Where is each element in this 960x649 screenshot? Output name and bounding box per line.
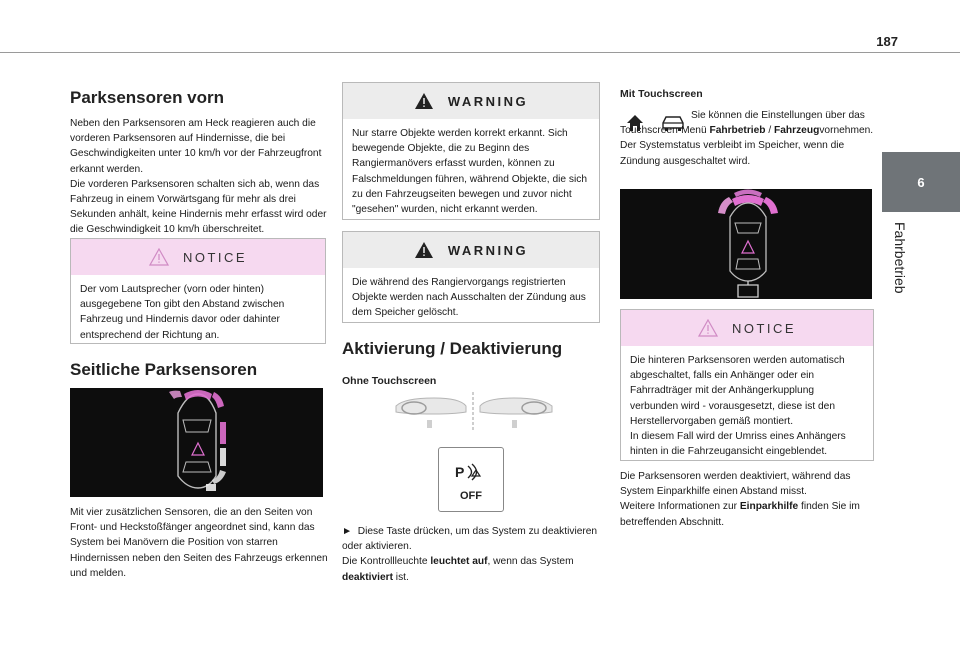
- side-sensors-illustration: [70, 388, 323, 497]
- arrow-icon: ►: [342, 526, 353, 537]
- memory-text: Der Systemstatus verbleibt im Speicher, wenn die Zündung ausgeschaltet wird.: [620, 140, 845, 167]
- park-sensors-off-button[interactable]: [438, 447, 504, 512]
- touchscreen-title: Mit Touchscreen: [620, 88, 703, 100]
- front-sensors-title: Parksensoren vorn: [70, 88, 225, 107]
- steering-wheel-left-icon: [396, 398, 466, 428]
- notice-header: [621, 310, 873, 346]
- trailer-outline-icon: [738, 281, 758, 297]
- sensor-waves-icon: [465, 462, 485, 482]
- warning-triangle-icon: [414, 241, 434, 259]
- no-touchscreen-title: Ohne Touchscreen: [342, 375, 437, 387]
- car-top-view-icon: [730, 203, 766, 281]
- instruction-text: Diese Taste drücken, um das System zu deaktivieren oder aktivieren.: [342, 526, 598, 553]
- notice-header: [71, 239, 325, 275]
- activation-instructions: [342, 524, 604, 585]
- chapter-tab[interactable]: 6: [882, 152, 960, 212]
- car-top-view-icon: [178, 394, 216, 488]
- header-rule: [0, 52, 960, 53]
- warning-title: WARNING: [447, 93, 529, 109]
- instruction-line: [342, 524, 604, 554]
- steering-wheel-right-icon: [480, 398, 552, 428]
- touchscreen-sensor-illustration: [620, 189, 872, 299]
- page-number: 187: [876, 34, 898, 49]
- activation-title: Aktivierung / Deaktivierung: [342, 339, 563, 358]
- warning-box-2: [342, 231, 600, 323]
- side-sensors-title: Seitliche Parksensoren: [70, 360, 258, 379]
- front-paragraph-2: Die vorderen Parksensoren schalten sich ab, wenn das Fahrzeug in einem Vorwärtsgang für mehr als drei Sekunden anhält, keine Hindernis mehr erfasst wird oder die Geschwindigkeit 10 km/h überschreitet.: [70, 178, 327, 236]
- notice-box-1: [70, 238, 326, 344]
- warning-text: Nur starre Objekte werden korrekt erkannt. Sich bewegende Objekte, die zu Beginn des Rangiermanövers erfasst wurden, können zu Falschmeldungen führen, während Objekte, die sich zu den Fahrzeugseiten bewegen und zuvor nicht "gesehen" wurden, nicht erkannt werden.: [352, 128, 588, 216]
- warning-header: [343, 232, 599, 268]
- touchscreen-text: Sie können die Einstellungen über das Touchscreen-Menü Fahrbetrieb / Fahrzeugvornehmen.: [620, 110, 874, 137]
- touchscreen-text-block: [620, 108, 876, 169]
- indicator-line: Die Kontrollleuchte leuchtet auf, wenn das System deaktiviert ist.: [342, 556, 574, 583]
- notice-box-2: [620, 309, 874, 461]
- deactivation-block: [620, 469, 876, 530]
- side-sensors-text-block: [70, 505, 328, 581]
- caution-triangle-icon: [149, 248, 169, 266]
- side-sensors-section: [70, 360, 328, 380]
- deactivation-text: Die Parksensoren werden deaktiviert, während das System Einparkhilfe einen Abstand misst.: [620, 471, 851, 498]
- off-label: OFF: [460, 490, 482, 502]
- sensor-zones-icon: [718, 190, 778, 215]
- side-sensors-text: Mit vier zusätzlichen Sensoren, die an den Seiten von Front- und Heckstoßfänger angeordnet sind, kann das System bei Manövern die Position von starren Hindernissen neben den Seiten des Fahrzeugs erkennen und melden.: [70, 507, 328, 579]
- park-p-label: P: [455, 464, 465, 480]
- warning-header: [343, 83, 599, 119]
- dashboard-illustration: [394, 392, 554, 432]
- activation-section: [342, 339, 602, 387]
- column-1: [70, 88, 328, 238]
- notice-text-2: In diesem Fall wird der Umriss eines Anhängers hinten in die Fahrzeugansicht eingeblendet.: [630, 431, 846, 458]
- caution-triangle-icon: [698, 319, 718, 337]
- more-info-text: Weitere Informationen zur Einparkhilfe finden Sie im betreffenden Abschnitt.: [620, 501, 860, 528]
- warning-triangle-icon: [414, 92, 434, 110]
- touchscreen-section: [620, 88, 876, 100]
- warning-box-1: [342, 82, 600, 220]
- notice-text: Der vom Lautsprecher (vorn oder hinten) ausgegebene Ton gibt den Abstand zwischen Fahrzeug und Hindernis davor oder dahinter entsprechend der Richtung an.: [80, 284, 285, 341]
- notice-title: NOTICE: [182, 249, 248, 265]
- chapter-label: Fahrbetrieb: [892, 222, 908, 294]
- notice-title: NOTICE: [731, 320, 797, 336]
- warning-title: WARNING: [447, 242, 529, 258]
- warning-text: Die während des Rangiervorgangs registrierten Objekte werden nach Ausschalten der Zündung aus dem Speicher gelöscht.: [352, 277, 586, 319]
- front-paragraph-1: Neben den Parksensoren am Heck reagieren auch die vorderen Parksensoren auf Hindernisse, die bei Geschwindigkeiten unter 10 km/h vor der Fahrzeugfront erkannt werden.: [70, 118, 322, 175]
- notice-text-1: Die hinteren Parksensoren werden automatisch abgeschaltet, falls ein Anhänger oder ein Fahrradträger mit der Anhängerkupplung verbunden wird - vorausgesetzt, diese ist den Herstellervorgaben gemäß montiert.: [630, 355, 845, 427]
